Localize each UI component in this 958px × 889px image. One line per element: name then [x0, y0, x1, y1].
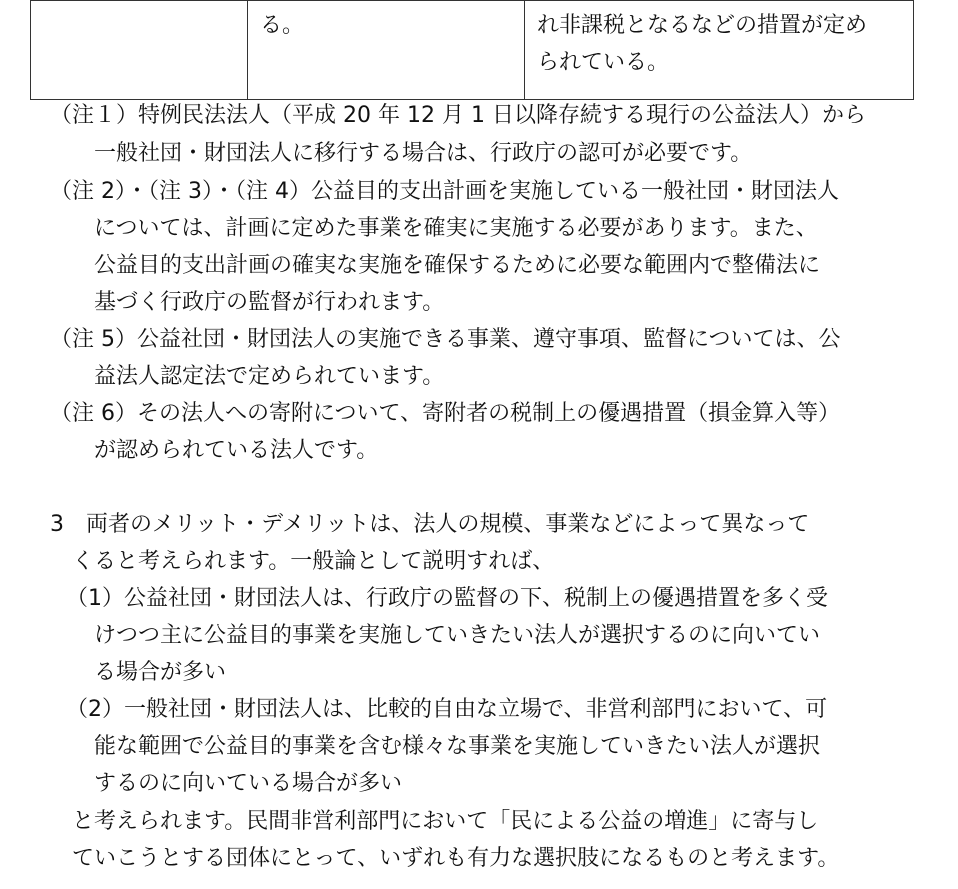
note-6-line-1: （注 6）その法人への寄附について、寄附者の税制上の優遇措置（損金算入等）: [50, 401, 841, 426]
cell-3-line-2: られている。: [537, 50, 670, 75]
continuation-table: [30, 0, 914, 100]
note-5-line-1: （注 5）公益社団・財団法人の実施できる事業、遵守事項、監督については、公: [50, 327, 841, 352]
cell-3-line-1: れ非課税となるなどの措置が定め: [537, 13, 868, 38]
section-3-line-2: くると考えられます。一般論として説明すれば、: [72, 549, 555, 574]
closing-line-1: と考えられます。民間非営利部門において「民による公益の増進」に寄与し: [72, 809, 819, 834]
table-cell-3: [525, 1, 914, 100]
item-1-line-2: けつつ主に公益目的事業を実施していきたい法人が選択するのに向いてい: [94, 623, 821, 648]
item-1-line-1: （1）公益社団・財団法人は、行政庁の監督の下、税制上の優遇措置を多く受: [66, 586, 828, 611]
note-5-line-2: 益法人認定法で定められています。: [94, 364, 445, 389]
table-row: [31, 1, 914, 100]
note-2-line-4: 基づく行政庁の監督が行われます。: [94, 290, 445, 315]
note-2-line-1: （注 2）・（注 3）・（注 4）公益目的支出計画を実施している一般社団・財団法人: [50, 179, 839, 204]
note-1-line-1: （注１）特例民法法人（平成 20 年 12 月 1 日以降存続する現行の公益法人）から: [50, 103, 866, 128]
note-6-line-2: が認められている法人です。: [94, 438, 379, 463]
table-cell-2: る。: [248, 1, 525, 100]
note-2-line-2: については、計画に定めた事業を確実に実施する必要があります。また、: [94, 216, 818, 241]
item-1-line-3: る場合が多い: [94, 660, 227, 685]
section-3-line-1: 3 両者のメリット・デメリットは、法人の規模、事業などによって異なって: [50, 512, 810, 537]
closing-line-2: ていこうとする団体にとって、いずれも有力な選択肢になるものと考えます。: [72, 846, 840, 871]
table-cell-1: [31, 1, 248, 100]
note-1-line-2: 一般社団・財団法人に移行する場合は、行政庁の認可が必要です。: [94, 141, 753, 166]
item-2-line-3: するのに向いている場合が多い: [94, 771, 403, 796]
item-2-line-1: （2）一般社団・財団法人は、比較的自由な立場で、非営利部門において、可: [66, 697, 828, 722]
note-2-line-3: 公益目的支出計画の確実な実施を確保するために必要な範囲内で整備法に: [94, 253, 821, 278]
item-2-line-2: 能な範囲で公益目的事業を含む様々な事業を実施していきたい法人が選択: [94, 734, 821, 759]
